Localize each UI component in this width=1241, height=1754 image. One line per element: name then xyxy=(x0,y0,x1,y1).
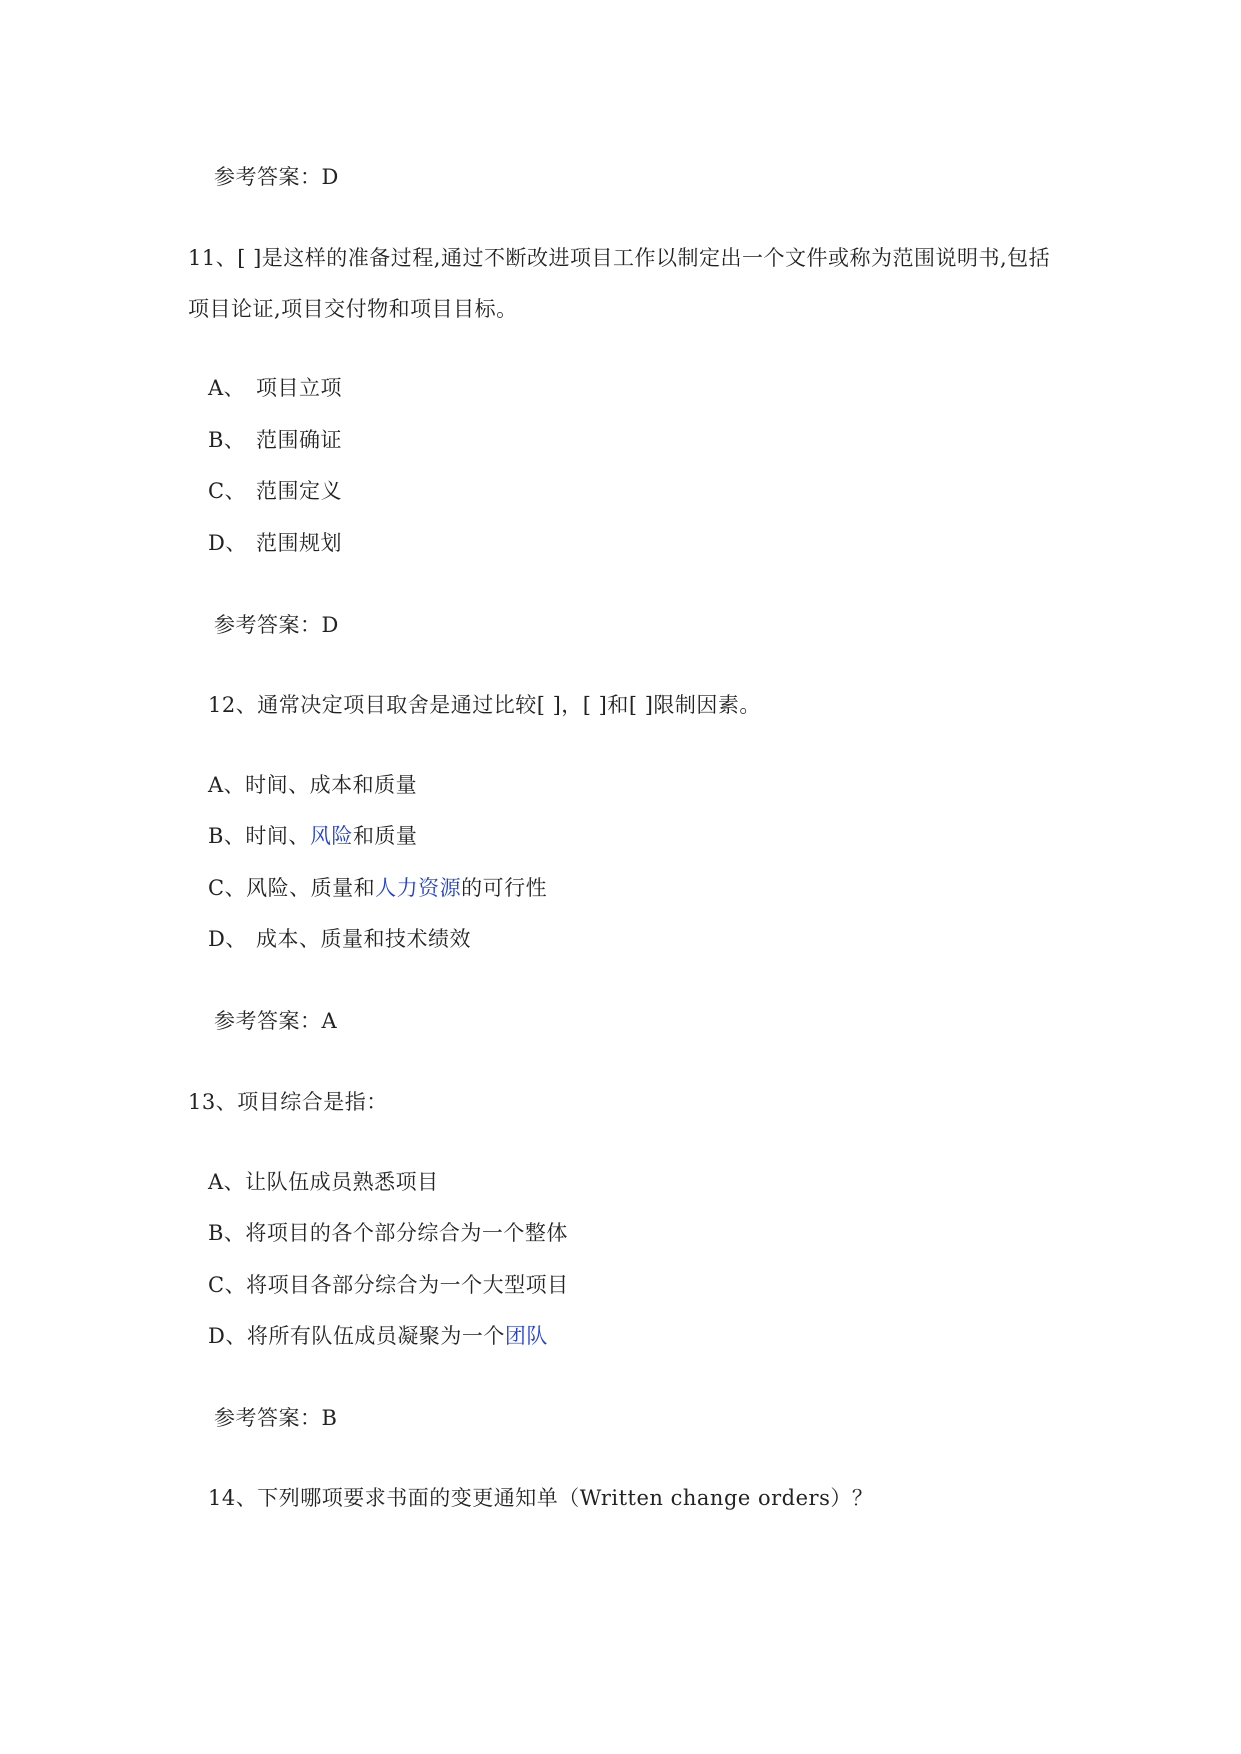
answer-previous: 参考答案：D xyxy=(214,165,339,189)
q11-option-b xyxy=(208,426,342,454)
option-text: C、风险、质量和 xyxy=(208,876,376,900)
risk-link[interactable]: 风险 xyxy=(309,824,353,848)
option-text: 和质量 xyxy=(352,824,418,848)
option-text: 成本、质量和技术绩效 xyxy=(256,927,471,951)
option-text: B、时间、 xyxy=(208,824,310,848)
answer-13: 参考答案：B xyxy=(214,1406,338,1430)
q12-option-b xyxy=(208,822,417,850)
question-12: 12、通常决定项目取舍是通过比较[ ]，[ ]和[ ]限制因素。 xyxy=(208,693,761,717)
q12-option-a: A、时间、成本和质量 xyxy=(208,773,418,797)
q11-option-a xyxy=(208,374,342,402)
human-resources-link[interactable]: 人力资源 xyxy=(375,876,462,900)
answer-11: 参考答案：D xyxy=(214,613,339,637)
option-label: D、 xyxy=(208,927,247,951)
option-text: D、将所有队伍成员凝聚为一个 xyxy=(208,1324,505,1348)
q11-option-d xyxy=(208,529,342,557)
question-11-line-2: 项目论证,项目交付物和项目目标。 xyxy=(188,297,518,321)
option-text: 的可行性 xyxy=(461,876,548,900)
option-label: B、 xyxy=(208,428,246,452)
question-14: 14、下列哪项要求书面的变更通知单（Written change orders）？ xyxy=(208,1486,874,1510)
q13-option-c: C、将项目各部分综合为一个大型项目 xyxy=(208,1273,569,1297)
q13-option-b: B、将项目的各个部分综合为一个整体 xyxy=(208,1221,568,1245)
question-11-line-1: 11、[ ]是这样的准备过程,通过不断改进项目工作以制定出一个文件或称为范围说明书,包括 xyxy=(188,246,1051,270)
q12-option-d xyxy=(208,925,471,953)
q13-option-a: A、让队伍成员熟悉项目 xyxy=(208,1170,439,1194)
question-13: 13、项目综合是指： xyxy=(188,1090,388,1114)
option-text: 范围确证 xyxy=(256,428,342,452)
option-text: 范围规划 xyxy=(256,531,342,555)
option-label: C、 xyxy=(208,479,247,503)
answer-12: 参考答案：A xyxy=(214,1009,338,1033)
q11-option-c xyxy=(208,477,342,505)
option-text: 项目立项 xyxy=(256,376,342,400)
team-link[interactable]: 团队 xyxy=(504,1324,548,1348)
option-text: 范围定义 xyxy=(256,479,342,503)
q12-option-c xyxy=(208,874,547,902)
option-label: A、 xyxy=(208,376,246,400)
option-label: D、 xyxy=(208,531,247,555)
q13-option-d xyxy=(208,1322,548,1350)
